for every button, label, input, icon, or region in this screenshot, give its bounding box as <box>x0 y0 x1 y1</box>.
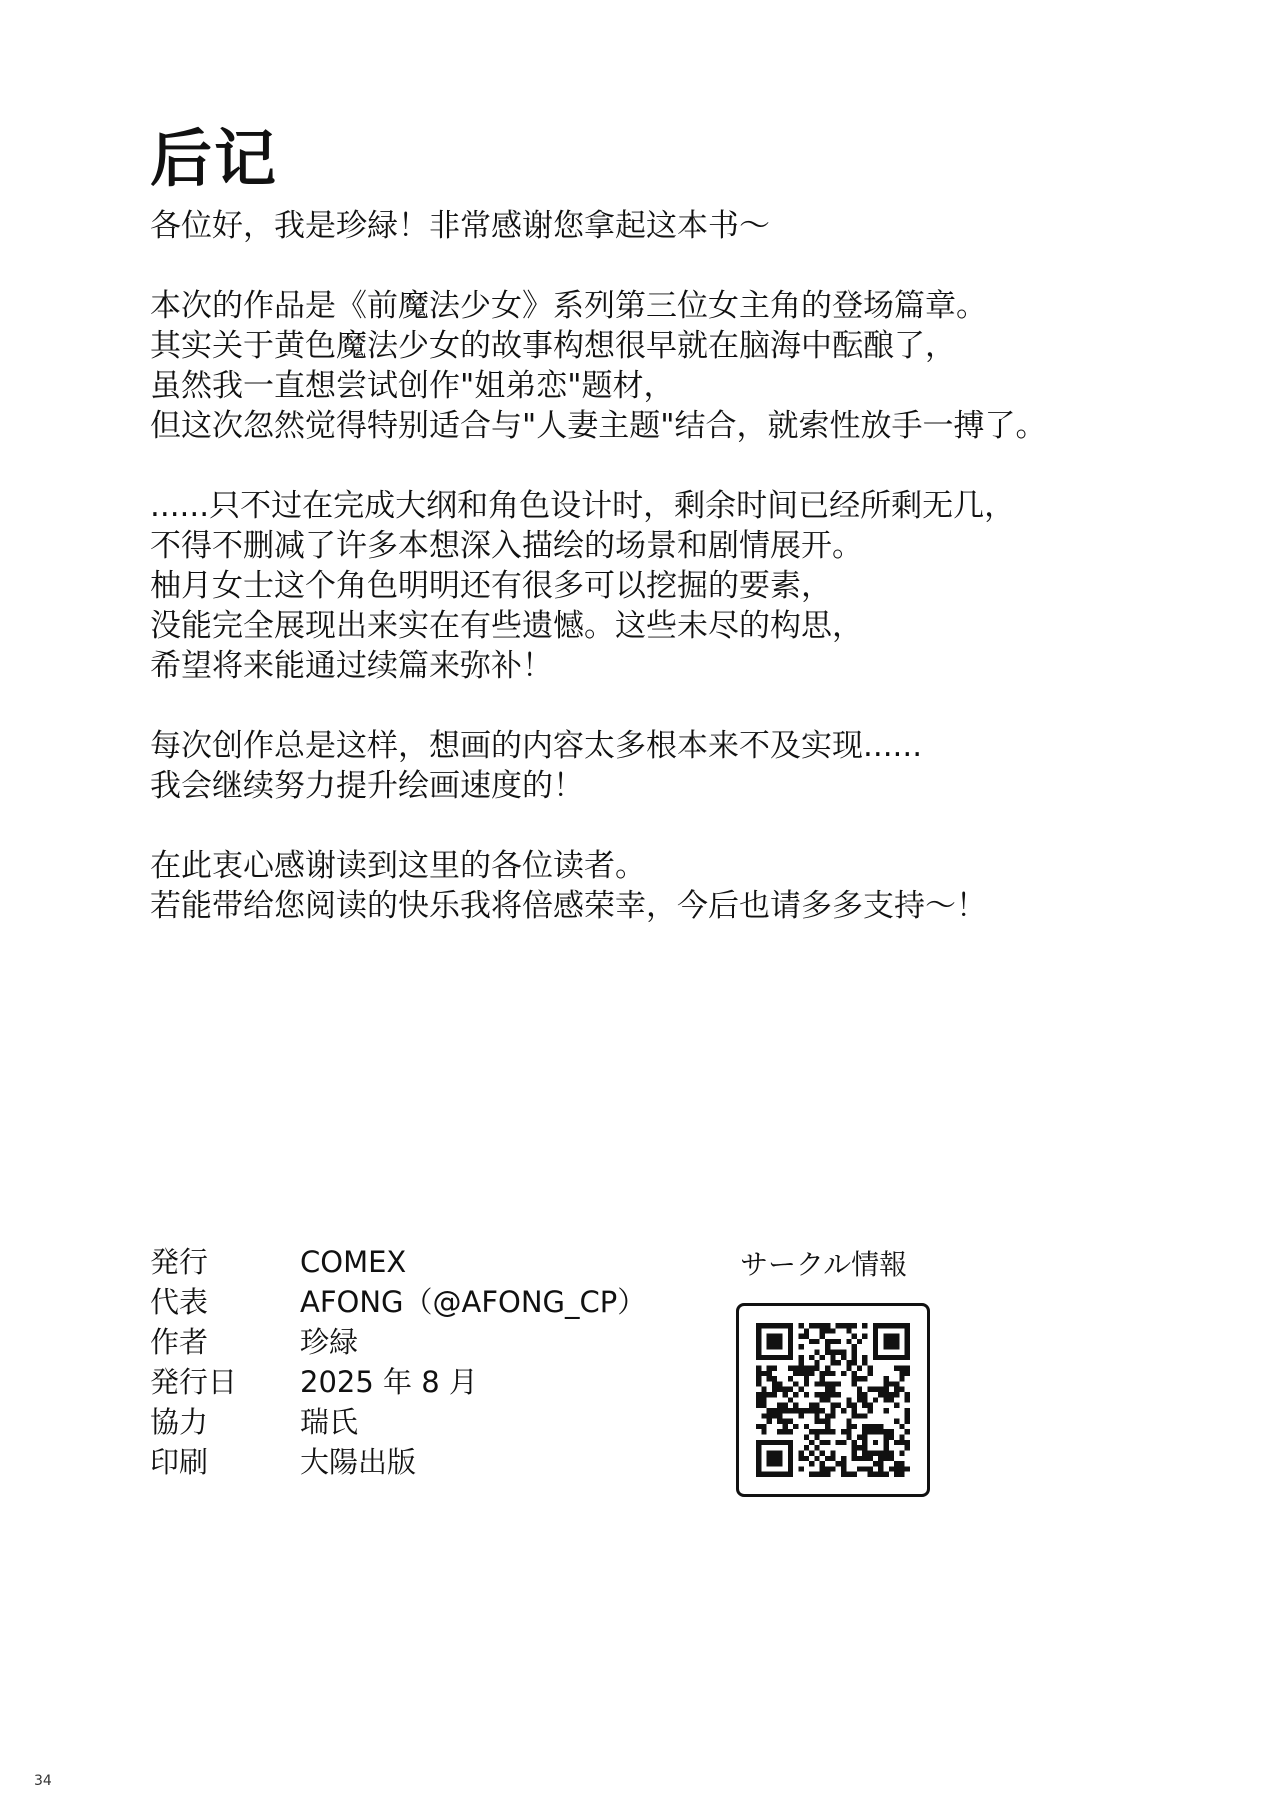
paragraph-effort <box>150 726 1130 806</box>
text-line: 若能带给您阅读的快乐我将倍感荣幸，今后也请多多支持～！ <box>150 888 987 924</box>
page-number: 34 <box>34 1773 52 1789</box>
text-line: ......只不过在完成大纲和角色设计时，剩余时间已经所剩无几， <box>150 488 1016 524</box>
afterword-body <box>150 206 1130 966</box>
colophon-row-cooperation <box>150 1402 710 1442</box>
colophon-value: 瑞氏 <box>300 1405 359 1439</box>
text-line: 各位好，我是珍緑！非常感谢您拿起这本书～ <box>150 208 770 244</box>
colophon-row-representative <box>150 1282 710 1322</box>
colophon-label: 協力 <box>150 1405 209 1439</box>
colophon-label: 印刷 <box>150 1445 209 1479</box>
colophon-value: 大陽出版 <box>300 1445 417 1479</box>
text-line: 每次创作总是这样，想画的内容太多根本来不及实现...... <box>150 728 923 764</box>
text-line: 希望将来能通过续篇来弥补！ <box>150 648 553 684</box>
colophon-value: COMEX <box>300 1245 407 1279</box>
paragraph-about-work <box>150 286 1130 446</box>
colophon-label: 発行 <box>150 1245 209 1279</box>
text-line: 其实关于黄色魔法少女的故事构想很早就在脑海中酝酿了， <box>150 328 956 364</box>
text-line: 但这次忽然觉得特别适合与"人妻主题"结合，就索性放手一搏了。 <box>150 408 1047 444</box>
qr-code-frame[interactable] <box>736 1303 930 1497</box>
colophon-label: 作者 <box>150 1325 209 1359</box>
page-title: 后记 <box>150 122 279 195</box>
colophon-value: 珍緑 <box>300 1325 359 1359</box>
paragraph-regrets <box>150 486 1130 686</box>
colophon-row-date <box>150 1362 710 1402</box>
paragraph-thanks <box>150 846 1130 926</box>
colophon-value: 2025 年 8 月 <box>300 1365 478 1399</box>
colophon-label: 代表 <box>150 1285 209 1319</box>
colophon-row-publisher <box>150 1242 710 1282</box>
text-line: 在此衷心感谢读到这里的各位读者。 <box>150 848 646 884</box>
text-line: 本次的作品是《前魔法少女》系列第三位女主角的登场篇章。 <box>150 288 987 324</box>
qr-code-icon <box>756 1323 910 1477</box>
colophon <box>150 1242 710 1482</box>
text-line: 虽然我一直想尝试创作"姐弟恋"题材， <box>150 368 675 404</box>
colophon-row-author <box>150 1322 710 1362</box>
colophon-label: 発行日 <box>150 1365 238 1399</box>
colophon-value: AFONG（@AFONG_CP） <box>300 1285 647 1319</box>
text-line: 不得不删减了许多本想深入描绘的场景和剧情展开。 <box>150 528 863 564</box>
circle-info-label: サークル情報 <box>740 1248 908 1281</box>
text-line: 我会继续努力提升绘画速度的！ <box>150 768 584 804</box>
paragraph-greeting <box>150 206 1130 246</box>
text-line: 没能完全展现出来实在有些遗憾。这些未尽的构思， <box>150 608 863 644</box>
text-line: 柚月女士这个角色明明还有很多可以挖掘的要素， <box>150 568 832 604</box>
colophon-row-printing <box>150 1442 710 1482</box>
